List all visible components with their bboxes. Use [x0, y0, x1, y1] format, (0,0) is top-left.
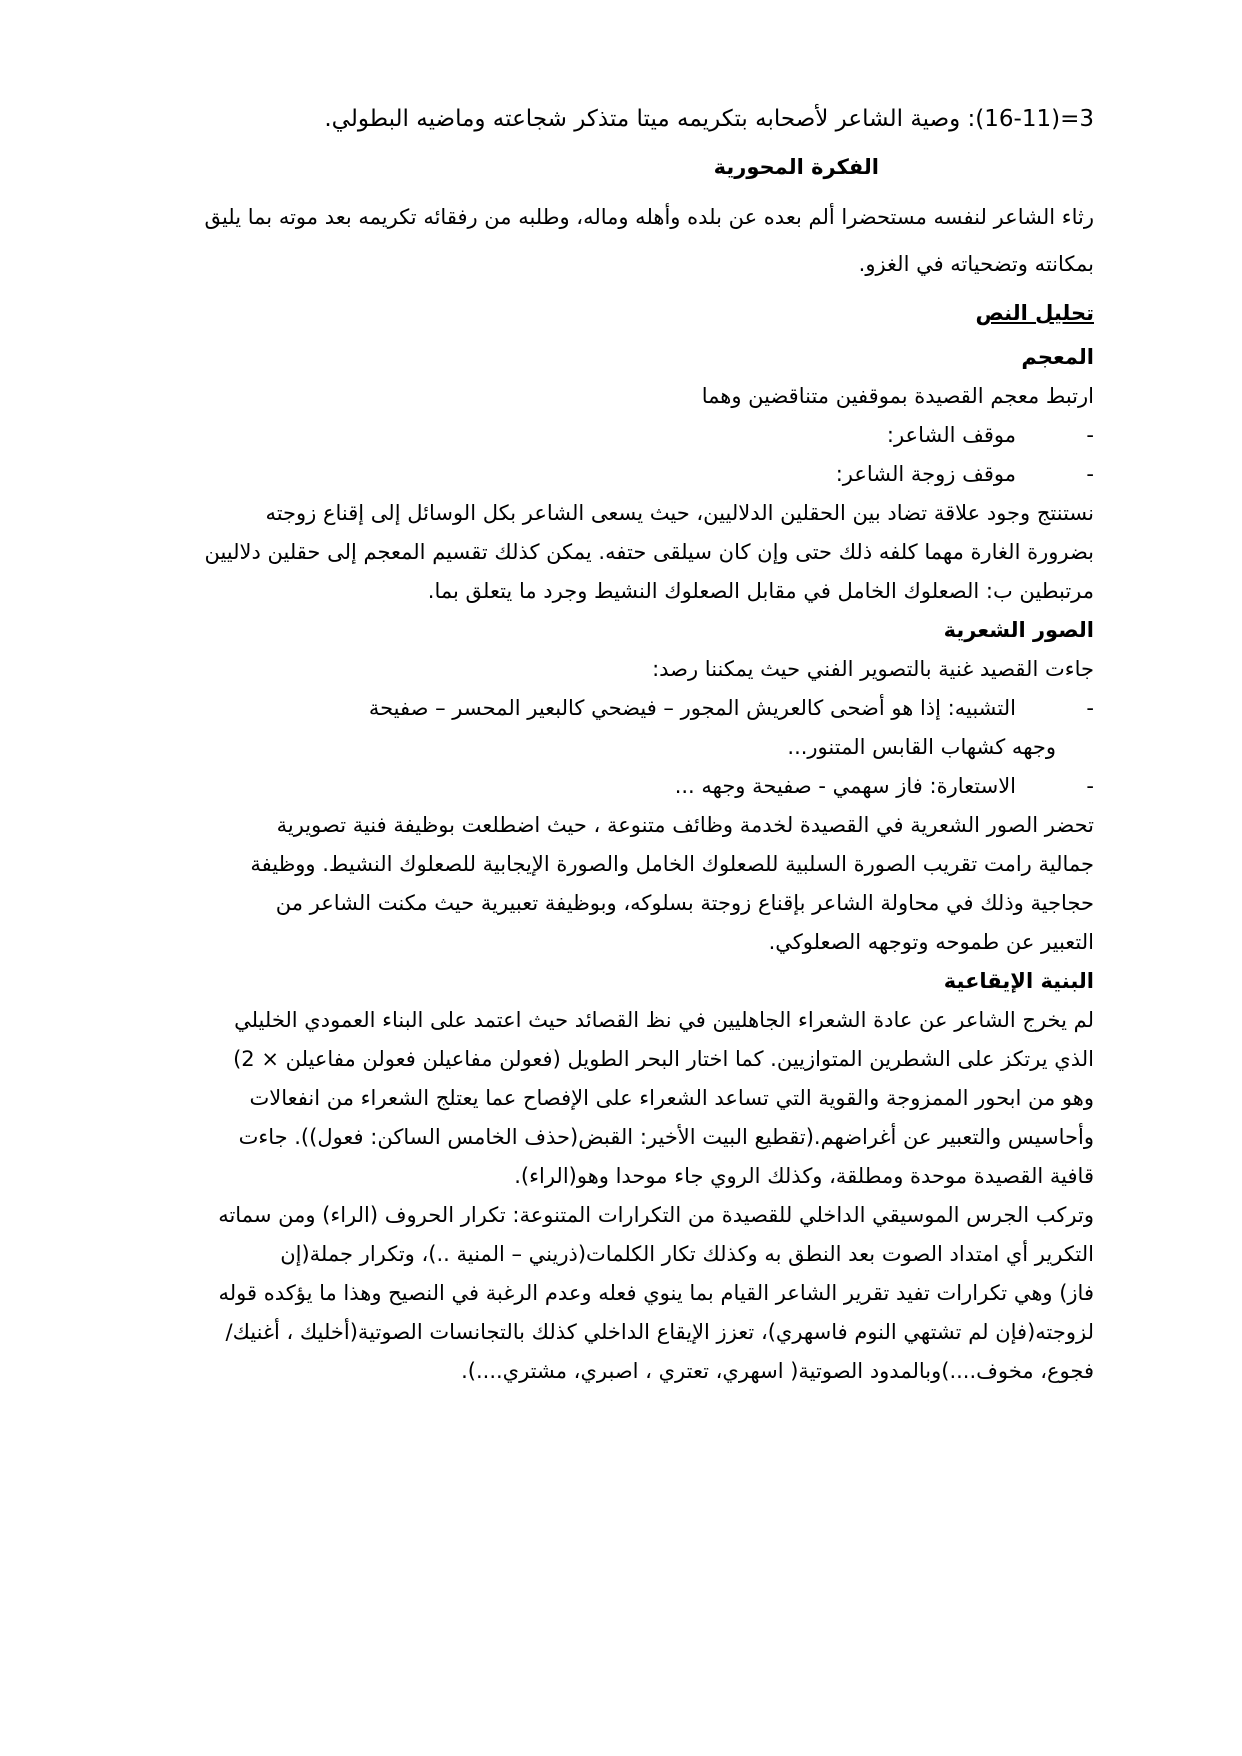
- bullet-item: [148, 767, 1094, 806]
- text-line: فجوع، مخوف....)وبالمدود الصوتية( اسهري، تعتري ، اصبري، مشتري....).: [461, 1359, 1094, 1383]
- text-line: جمالية رامت تقريب الصورة السلبية للصعلوك الخامل والصورة الإيجابية للصعلوك النشيط. ووظيفة: [250, 852, 1094, 876]
- imagery-heading: الصور الشعرية: [943, 618, 1094, 642]
- text-line: لم يخرج الشاعر عن عادة الشعراء الجاهليين في نظ القصائد حيث اعتمد على البناء العمودي الخليلي: [234, 1008, 1094, 1032]
- imagery-intro: جاءت القصيد غنية بالتصوير الفني حيث يمكننا رصد:: [652, 657, 1094, 681]
- imagery-paragraph: [148, 806, 1094, 962]
- bullet-text: موقف الشاعر:: [886, 423, 1016, 447]
- text-line: نستنتج وجود علاقة تضاد بين الحقلين الدلاليين، حيث يسعى الشاعر بكل الوسائل إلى إقناع زوجته: [265, 501, 1094, 525]
- text-line: وتركب الجرس الموسيقي الداخلي للقصيدة من التكرارات المتنوعة: تكرار الحروف (الراء) ومن سماته: [218, 1203, 1094, 1227]
- bullet-dash: -: [1086, 774, 1094, 798]
- bullet-item: [148, 416, 1094, 455]
- rhythm-paragraph: [148, 1001, 1094, 1391]
- text-line: التكرير أي امتداد الصوت بعد النطق به وكذلك تكار الكلمات(ذريني – المنية ..)، وتكرار جملة(إن: [280, 1242, 1094, 1266]
- text-line: لزوجته(فإن لم تشتهي النوم فاسهري)، تعزز الإيقاع الداخلي كذلك بالتجانسات الصوتية(أخليك ، أغنيك/: [225, 1320, 1094, 1344]
- text-line: مرتبطين ب: الصعلوك الخامل في مقابل الصعلوك النشيط وجرد ما يتعلق بما.: [427, 579, 1094, 603]
- text-line: الذي يرتكز على الشطرين المتوازيين. كما اختار البحر الطويل (فعولن مفاعيلن فعولن مفاعيلن × 2): [233, 1047, 1094, 1071]
- bullet-text: موقف زوجة الشاعر:: [835, 462, 1016, 486]
- section-title-line: 3=(16-11): وصية الشاعر لأصحابه بتكريمه ميتا متذكر شجاعته وماضيه البطولي.: [324, 106, 1094, 132]
- bullet-dash: -: [1086, 423, 1094, 447]
- bullet-dash: -: [1086, 696, 1094, 720]
- text-line: فاز) وهي تكرارات تفيد تقرير الشاعر القيام بما ينوي فعله وعدم الرغبة في النصيح وهذا ما يؤكده قوله: [218, 1281, 1094, 1305]
- lexicon-heading: المعجم: [1021, 345, 1094, 369]
- central-idea-paragraph: [148, 194, 1094, 288]
- lexicon-intro: ارتبط معجم القصيدة بموقفين متناقضين وهما: [701, 384, 1094, 408]
- bullet-continuation: وجهه كشهاب القابس المتنور...: [787, 735, 1056, 759]
- bullet-item: [148, 455, 1094, 494]
- text-line: التعبير عن طموحه وتوجهه الصعلوكي.: [768, 930, 1094, 954]
- bullet-text: الاستعارة: فاز سهمي - صفيحة وجهه ...: [674, 774, 1016, 798]
- lexicon-paragraph: [148, 494, 1094, 611]
- rhythm-heading: البنية الإيقاعية: [943, 969, 1094, 993]
- text-line: حجاجية وذلك في محاولة الشاعر بإقناع زوجتة بسلوكه، وبوظيفة تعبيرية حيث مكنت الشاعر من: [275, 891, 1094, 915]
- text-line: بمكانته وتضحياته في الغزو.: [858, 252, 1094, 276]
- text-line: تحضر الصور الشعرية في القصيدة لخدمة وظائف متنوعة ، حيث اضطلعت بوظيفة فنية تصويرية: [276, 813, 1094, 837]
- analysis-heading: تحليل النص: [975, 301, 1094, 325]
- text-line: وأحاسيس والتعبير عن أغراضهم.(تقطيع البيت الأخير: القبض(حذف الخامس الساكن: فعول)). جاءت: [238, 1125, 1094, 1149]
- bullet-dash: -: [1086, 462, 1094, 486]
- text-line: قافية القصيدة موحدة ومطلقة، وكذلك الروي جاء موحدا وهو(الراء).: [514, 1164, 1094, 1188]
- text-line: وهو من ابحور الممزوجة والقوية التي تساعد الشعراء على الإفصاح عما يعتلج الشعراء من انفعالات: [249, 1086, 1094, 1110]
- bullet-item: [148, 689, 1094, 728]
- text-line: رثاء الشاعر لنفسه مستحضرا ألم بعده عن بلده وأهله وماله، وطلبه من رفقائه تكريمه بعد موته بما يليق: [204, 205, 1094, 229]
- text-line: بضرورة الغارة مهما كلفه ذلك حتى وإن كان سيلقى حتفه. يمكن كذلك تقسيم المعجم إلى حقلين دلاليين: [204, 540, 1094, 564]
- bullet-text: التشبيه: إذا هو أضحى كالعريش المجور – فيضحي كالبعير المحسر – صفيحة: [368, 696, 1016, 720]
- central-idea-heading: الفكرة المحورية: [713, 155, 879, 179]
- document-body: [148, 98, 1094, 1391]
